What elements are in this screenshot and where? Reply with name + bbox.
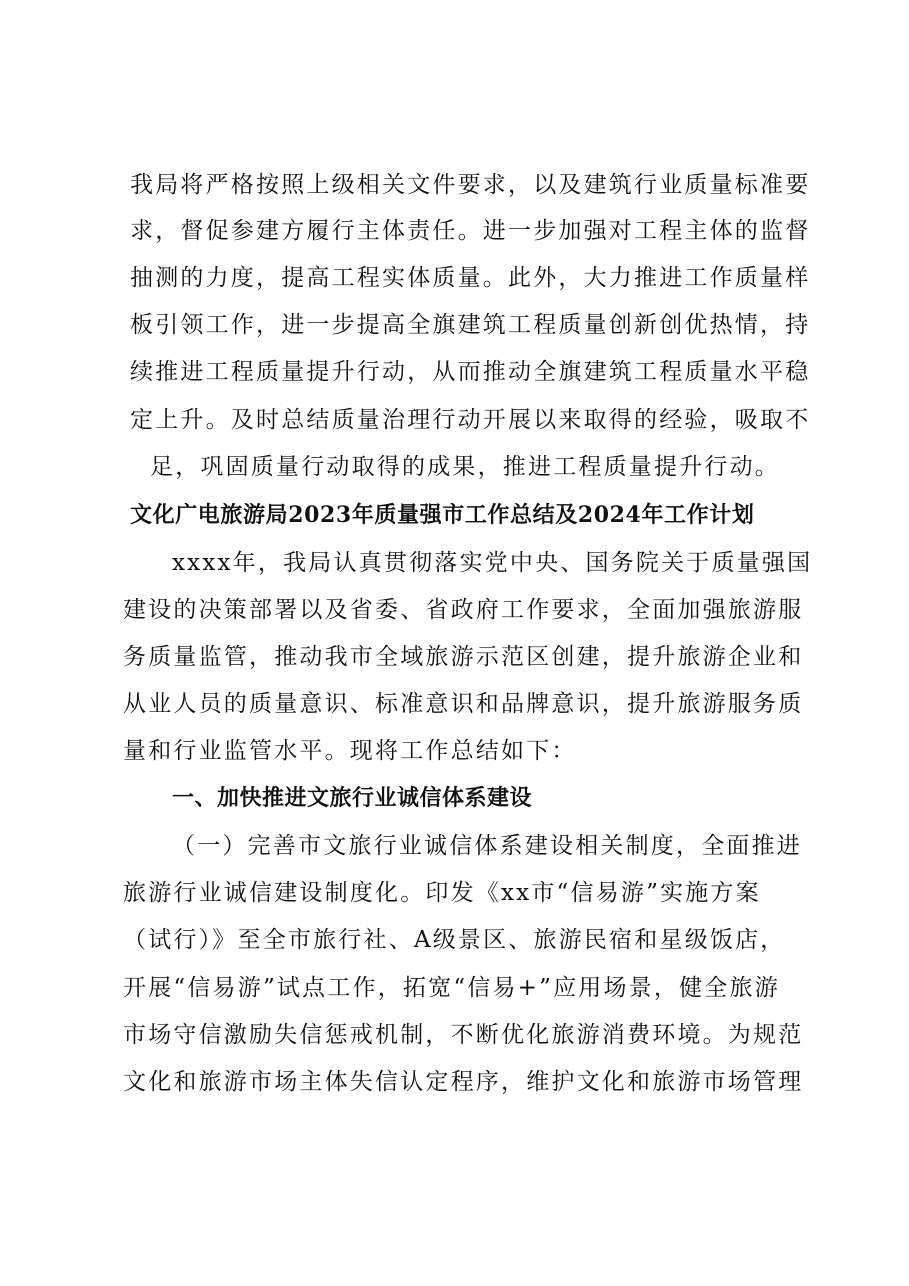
section-heading: 一、加快推进文旅行业诚信体系建设 [172,786,533,811]
text-line: 抽测的力度，提高工程实体质量。此外，大力推进工作质量样 [130,265,811,291]
text-line: 续推进工程质量提升行动，从而推动全旗建筑工程质量水平稳 [130,359,811,385]
text-line: （试行）》至全市旅行社、A级景区、旅游民宿和星级饭店， [123,927,786,953]
text-line: 市场守信激励失信惩戒机制，不断优化旅游消费环境。为规范 [123,1022,804,1048]
text-line: 求，督促参建方履行主体责任。进一步加强对工程主体的监督 [130,218,811,244]
text-line: 定上升。及时总结质量治理行动开展以来取得的经验，吸取不 [130,407,811,433]
text-line: （一）完善市文旅行业诚信体系建设相关制度，全面推进 [172,833,802,859]
document-title: 文化广电旅游局2023年质量强市工作总结及2024年工作计划 [130,502,755,528]
text-line: 足，巩固质量行动取得的成果，推进工程质量提升行动。 [150,454,780,480]
text-line: 我局将严格按照上级相关文件要求，以及建筑行业质量标准要 [130,172,811,198]
text-line: 务质量监管，推动我市全域旅游示范区创建，提升旅游企业和 [123,644,804,670]
text-line: 从业人员的质量意识、标准意识和品牌意识，提升旅游服务质 [123,691,804,717]
text-line: 开展“信易游”试点工作，拓宽“信易+”应用场景，健全旅游 [123,975,780,1001]
text-line: 量和行业监管水平。现将工作总结如下： [123,738,577,764]
text-line: 旅游行业诚信建设制度化。印发《xx市“信易游”实施方案 [123,880,761,906]
text-line: 板引领工作，进一步提高全旗建筑工程质量创新创优热情，持 [130,312,811,338]
text-line: 文化和旅游市场主体失信认定程序，维护文化和旅游市场管理 [123,1069,804,1095]
text-line: xxxx年，我局认真贯彻落实党中央、国务院关于质量强国 [172,550,813,576]
text-line: 建设的决策部署以及省委、省政府工作要求，全面加强旅游服 [123,597,804,623]
